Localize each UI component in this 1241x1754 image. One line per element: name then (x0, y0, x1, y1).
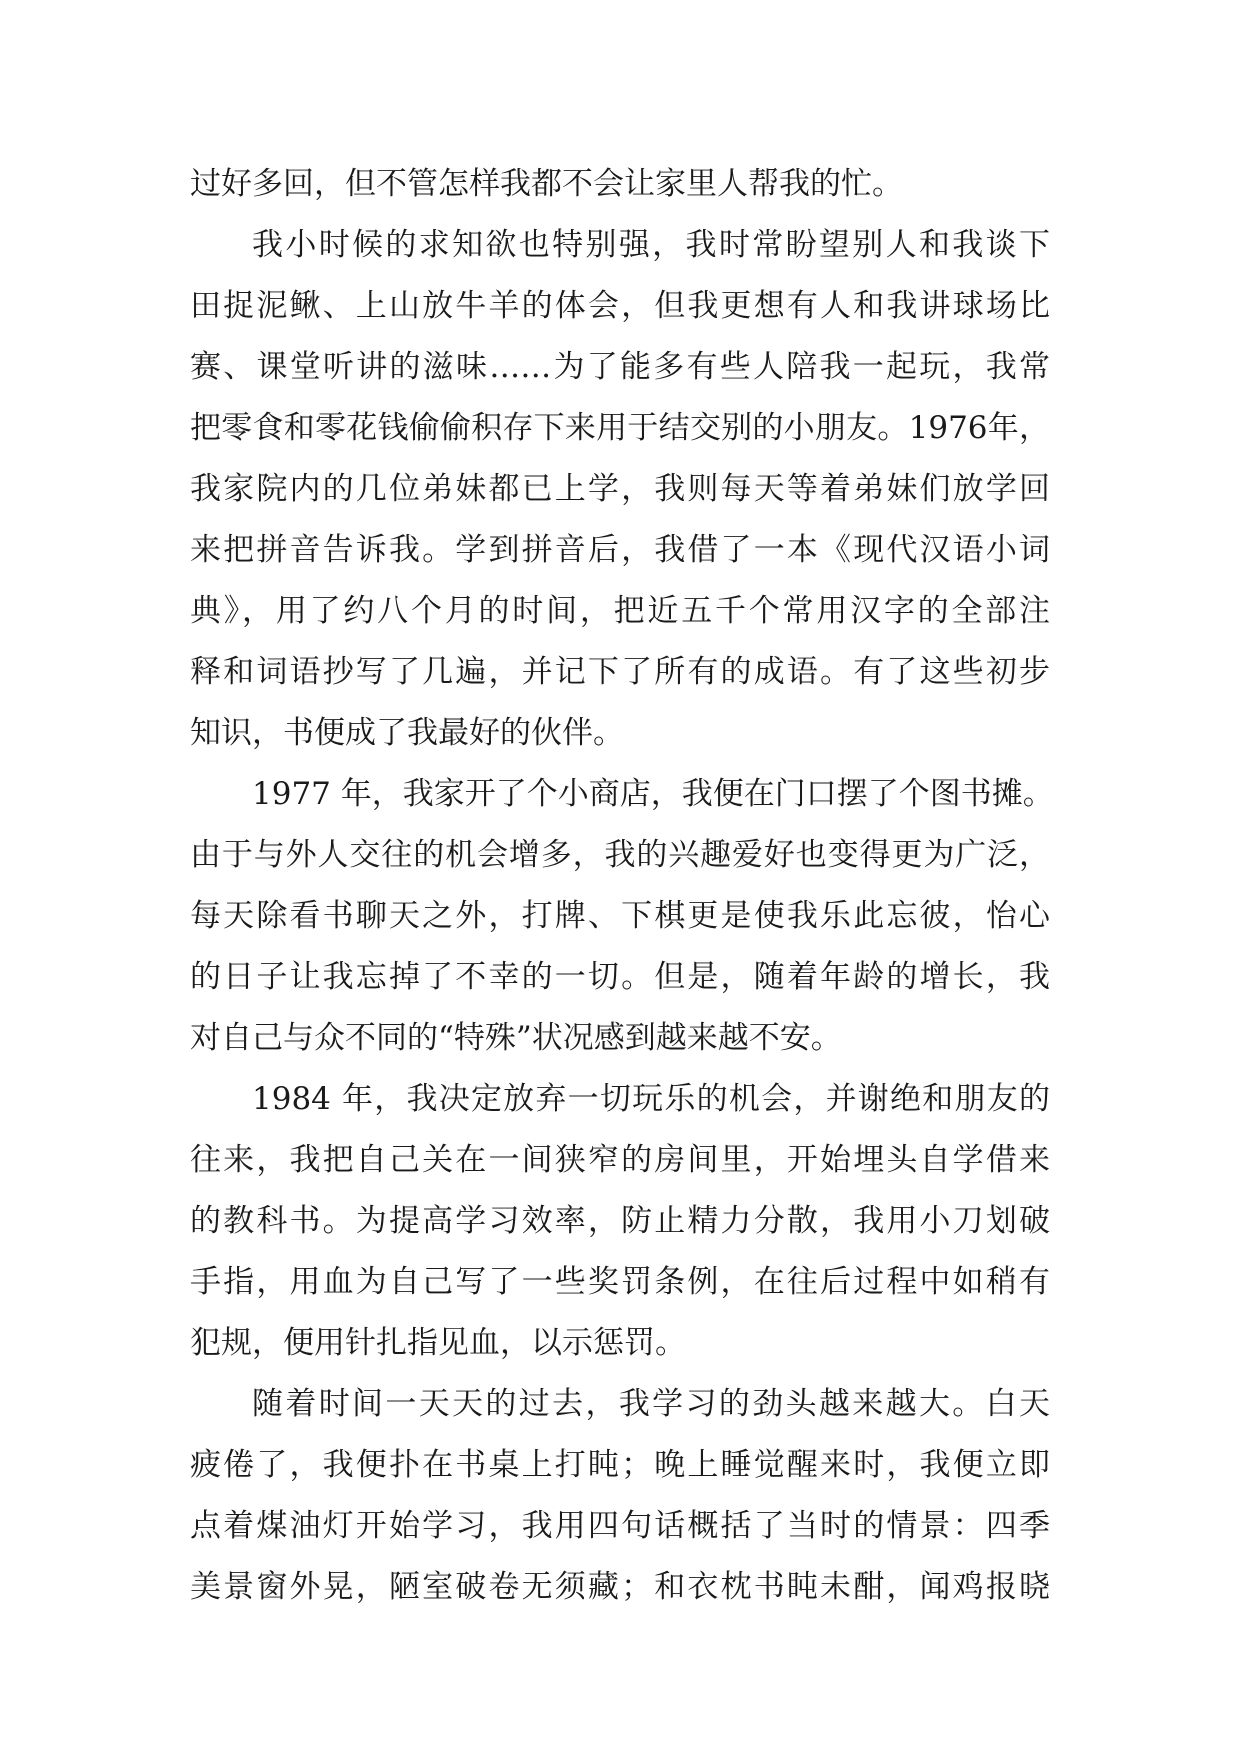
text-line: 把零食和零花钱偷偷积存下来用于结交别的小朋友。1976年， (190, 410, 1050, 446)
body-text (190, 154, 1054, 1618)
text-line: 的教科书。为提高学习效率，防止精力分散，我用小刀划破 (190, 1203, 1050, 1239)
paragraph-first-line: 我小时候的求知欲也特别强，我时常盼望别人和我谈下 (252, 227, 1050, 263)
text-line: 的日子让我忘掉了不幸的一切。但是，随着年龄的增长，我 (190, 959, 1050, 995)
text-line: 对自己与众不同的“特殊”状况感到越来越不安。 (190, 1020, 842, 1056)
paragraph-first-line: 1984 年，我决定放弃一切玩乐的机会，并谢绝和朋友的 (252, 1081, 1050, 1117)
text-line: 每天除看书聊天之外，打牌、下棋更是使我乐此忘彼，怡心 (190, 898, 1050, 934)
text-line: 手指，用血为自己写了一些奖罚条例，在往后过程中如稍有 (190, 1264, 1050, 1300)
text-line: 田捉泥鳅、上山放牛羊的体会，但我更想有人和我讲球场比 (190, 288, 1050, 324)
text-line: 美景窗外晃，陋室破卷无须藏；和衣枕书盹未酣，闻鸡报晓 (190, 1569, 1050, 1605)
paragraph-first-line: 随着时间一天天的过去，我学习的劲头越来越大。白天 (252, 1386, 1050, 1422)
text-line: 释和词语抄写了几遍，并记下了所有的成语。有了这些初步 (190, 654, 1050, 690)
text-line: 点着煤油灯开始学习，我用四句话概括了当时的情景：四季 (190, 1508, 1050, 1544)
text-line: 赛、课堂听讲的滋味……为了能多有些人陪我一起玩，我常 (190, 349, 1050, 385)
text-line: 典》，用了约八个月的时间，把近五千个常用汉字的全部注 (190, 593, 1050, 629)
paragraph-first-line: 1977 年，我家开了个小商店，我便在门口摆了个图书摊。 (252, 776, 1054, 812)
text-line: 我家院内的几位弟妹都已上学，我则每天等着弟妹们放学回 (190, 471, 1050, 507)
text-line: 犯规，便用针扎指见血，以示惩罚。 (190, 1325, 686, 1361)
text-line: 由于与外人交往的机会增多，我的兴趣爱好也变得更为广泛， (190, 837, 1050, 873)
text-line: 疲倦了，我便扑在书桌上打盹；晚上睡觉醒来时，我便立即 (190, 1447, 1050, 1483)
text-line: 过好多回，但不管怎样我都不会让家里人帮我的忙。 (190, 166, 903, 202)
text-line: 来把拼音告诉我。学到拼音后，我借了一本《现代汉语小词 (190, 532, 1050, 568)
text-line: 知识，书便成了我最好的伙伴。 (190, 715, 624, 751)
text-line: 往来，我把自己关在一间狭窄的房间里，开始埋头自学借来 (190, 1142, 1050, 1178)
